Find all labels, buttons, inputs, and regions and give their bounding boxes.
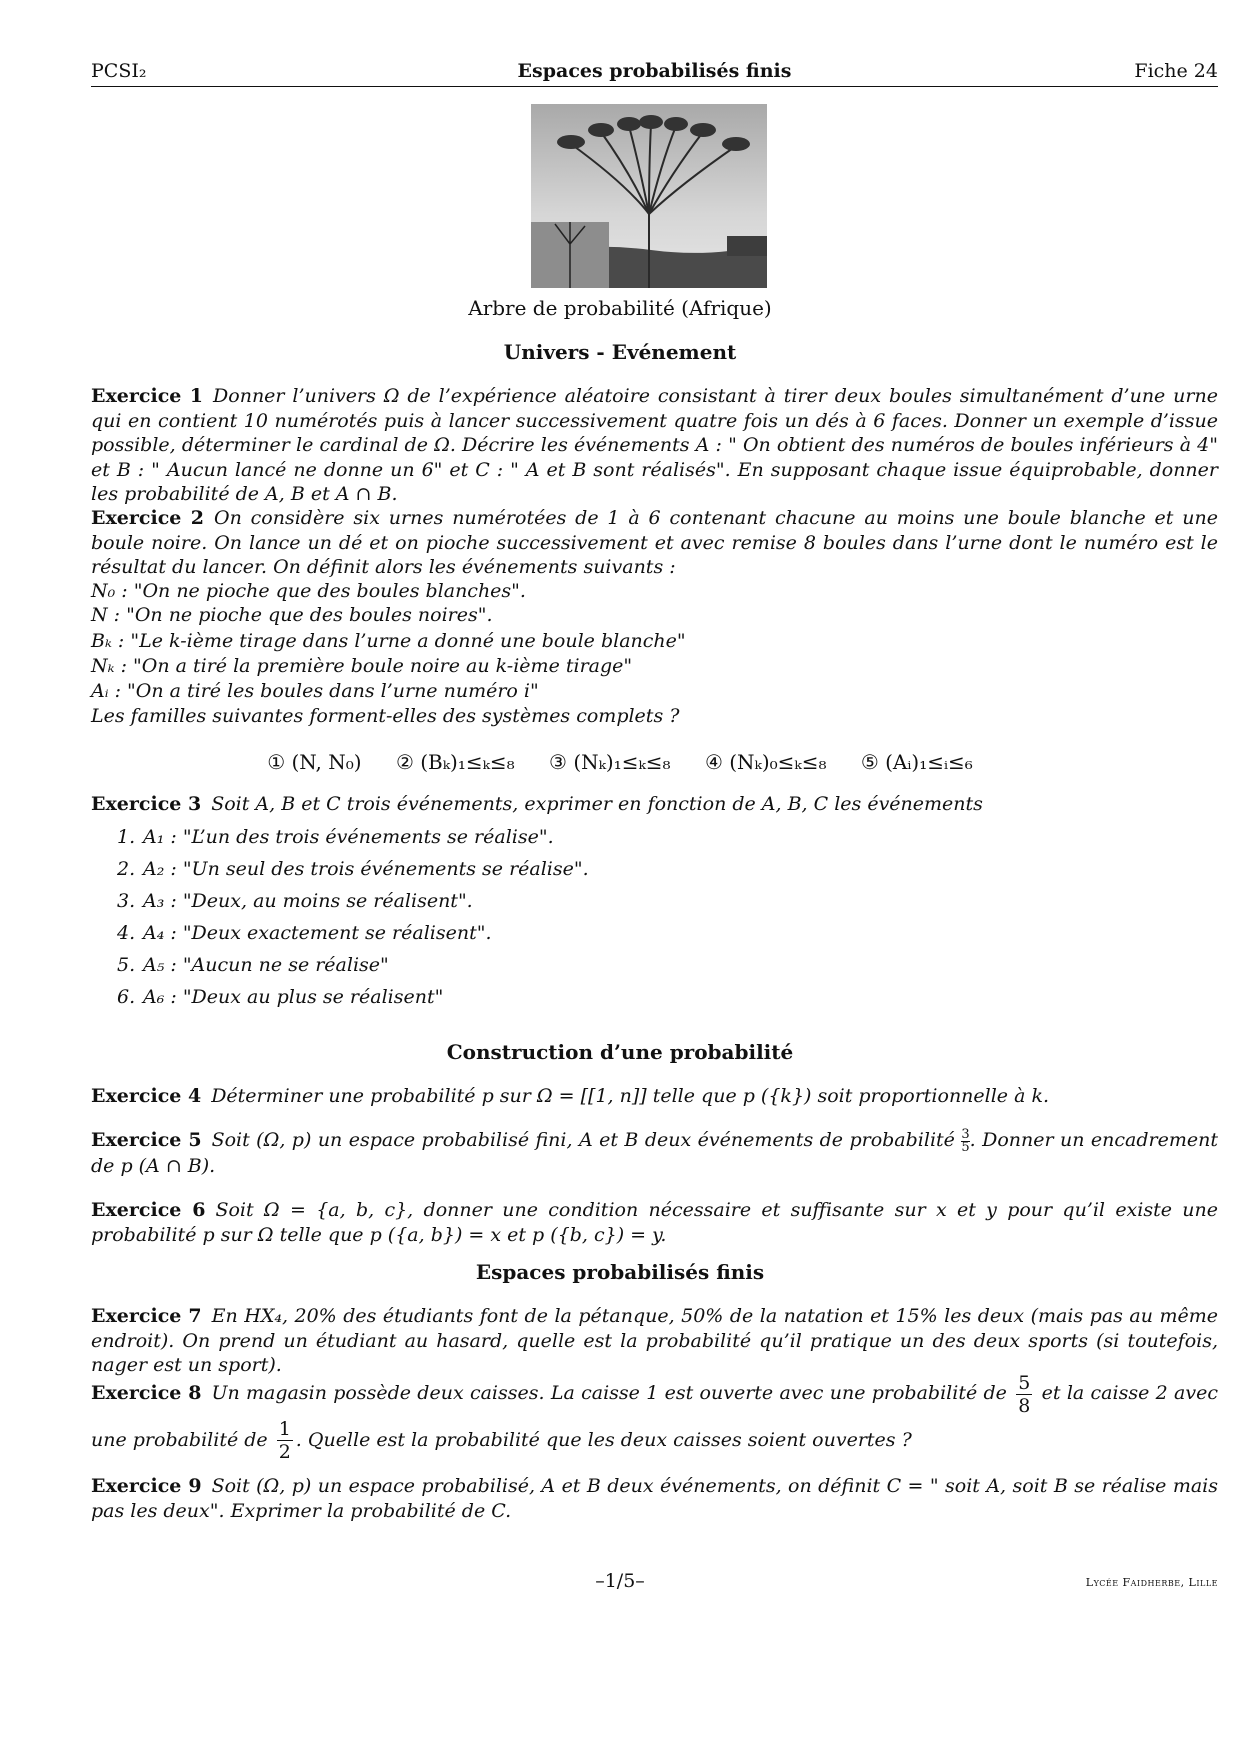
exercise-1-label: Exercice 1 [91,385,204,407]
exercise-1 [91,384,1218,507]
exercise-6-label: Exercice 6 [91,1199,206,1221]
event-n0: N₀ : "On ne pioche que des boules blanches". [91,580,526,602]
event-n: N : "On ne pioche que des boules noires". [91,604,493,626]
section-title-construction: Construction d’une probabilité [446,1040,794,1064]
exercise-7 [91,1304,1218,1378]
exercise-7-text: En HX₄, 20% des étudiants font de la pétanque, 50% de la natation et 15% les deux (mais pas au même endroit). On prend un étudiant au hasard, quelle est la probabilité qu’il pratique un des deux sports (si toutefois, nager est un sport). [91,1305,1219,1376]
fraction-denominator: 8 [1018,1394,1031,1417]
exercise-1-text: Donner l’univers Ω de l’expérience aléatoire consistant à tirer deux boules simultanément d’une urne qui en contient 10 numérotés puis à lancer successivement quatre fois un dés à 6 faces. Donner un exemple d’issue possible, déterminer le cardinal de Ω. Décrire les événements A : " On obtient des numéros de boules inférieurs à 4" et B : " Aucun lancé ne donne un 6" et C : " A et B sont réalisés". En supposant chaque issue équiprobable, donner les probabilité de A, B et A ∩ B. [91,385,1218,505]
exercise-6-text: Soit Ω = {a, b, c}, donner une condition nécessaire et suffisante sur x et y pour qu’il existe une probabilité p sur Ω telle que p ({a, b}) = x et p ({b, c}) = y. [91,1199,1218,1246]
exercise-2 [91,506,1218,580]
exercise-4-text: Déterminer une probabilité p sur Ω = [[1, n]] telle que p ({k}) soit proportionnelle à k. [211,1085,1050,1107]
exercise-5-text-a: Soit (Ω, p) un espace probabilisé fini, A et B deux événements de probabilité [211,1129,955,1151]
list-item-number: 2. [117,858,136,880]
list-item [117,922,492,944]
exercise-9-text: Soit (Ω, p) un espace probabilisé, A et B deux événements, on définit C = " soit A, soit B se réalise mais pas les deux". Exprimer la probabilité de C. [91,1475,1218,1522]
exercise-5-text-b: . Donner un encadrement de p (A ∩ B). [91,1129,1218,1177]
exercise-8-text-a: Un magasin possède deux caisses. La caisse 1 est ouverte avec une probabilité de [211,1382,1007,1404]
exercise-5 [91,1128,1218,1178]
list-item-text: A₂ : "Un seul des trois événements se réalise". [143,858,589,880]
fraction-denominator: 5 [961,1139,970,1155]
list-item-number: 4. [117,922,136,944]
list-item-text: A₁ : "L’un des trois événements se réalise". [143,826,554,848]
list-item-text: A₃ : "Deux, au moins se réalisent". [143,890,473,912]
families-list [0,750,1240,774]
family-2: ② (Bₖ)₁≤ₖ≤₈ [395,750,515,774]
exercise-7-label: Exercice 7 [91,1305,202,1327]
exercise-2-text: On considère six urnes numérotées de 1 à 6 contenant chacune au moins une boule blanche et une boule noire. On lance un dé et on pioche successivement et avec remise 8 boules dans l’urne dont le numéro est le résultat du lancer. On définit alors les événements suivants : [91,507,1218,578]
exercise-9-label: Exercice 9 [91,1475,202,1497]
header-title: Espaces probabilisés finis [517,60,792,82]
family-3: ③ (Nₖ)₁≤ₖ≤₈ [549,750,671,774]
list-item [117,826,554,848]
fraction-1-2 [277,1418,293,1463]
list-item-number: 3. [117,890,136,912]
event-ai: Aᵢ : "On a tiré les boules dans l’urne numéro i" [91,680,539,702]
list-item [117,890,473,912]
header-sheet-number: Fiche 24 [1134,60,1218,82]
fraction-denominator: 2 [278,1441,291,1463]
exercise-4-label: Exercice 4 [91,1085,202,1107]
exercise-3-text: Soit A, B et C trois événements, exprimer en fonction de A, B, C les événements [211,793,983,815]
fraction-numerator: 1 [278,1418,291,1440]
school-name: Lycée Faidherbe, Lille [1085,1576,1218,1589]
list-item-number: 6. [117,986,136,1008]
family-4: ④ (Nₖ)₀≤ₖ≤₈ [704,750,827,774]
fraction-numerator: 5 [1018,1371,1031,1394]
page-number: –1/5– [595,1570,645,1592]
list-item [117,986,443,1008]
list-item [117,954,389,976]
fraction-3-5 [961,1126,970,1155]
list-item-text: A₆ : "Deux au plus se réalisent" [143,986,444,1008]
exercise-5-label: Exercice 5 [91,1129,202,1151]
exercise-4 [91,1084,1218,1109]
exercise-2-label: Exercice 2 [91,507,204,529]
section-title-espaces: Espaces probabilisés finis [475,1260,765,1284]
family-1: ① (N, N₀) [267,750,362,774]
exercise-9 [91,1474,1218,1523]
section-title-univers: Univers - Evénement [503,340,737,364]
exercise-8 [91,1370,1218,1463]
header-class: PCSI₂ [91,60,147,82]
list-item [117,858,589,880]
exercise-2-question: Les familles suivantes forment-elles des systèmes complets ? [91,705,680,727]
exercise-3-label: Exercice 3 [91,793,202,815]
figure-caption: Arbre de probabilité (Afrique) [468,296,772,320]
list-item-number: 1. [117,826,136,848]
page-header [91,58,1218,87]
tree-photo [531,104,767,288]
list-item-text: A₄ : "Deux exactement se réalisent". [143,922,492,944]
fraction-numerator: 3 [961,1126,970,1142]
exercise-3 [91,792,1218,817]
event-bk: Bₖ : "Le k-ième tirage dans l’urne a donné une boule blanche" [91,630,686,652]
exercise-6 [91,1198,1218,1247]
exercise-8-label: Exercice 8 [91,1382,202,1404]
exercise-8-text-b: et la caisse 2 avec une probabilité de [91,1382,1218,1451]
exercise-8-text-c: . Quelle est la probabilité que les deux caisses soient ouvertes ? [295,1428,912,1451]
event-nk: Nₖ : "On a tiré la première boule noire au k-ième tirage" [91,655,633,677]
list-item-text: A₅ : "Aucun ne se réalise" [143,954,389,976]
family-5: ⑤ (Aᵢ)₁≤ᵢ≤₆ [860,750,973,774]
fraction-5-8 [1016,1372,1032,1417]
list-item-number: 5. [117,954,136,976]
